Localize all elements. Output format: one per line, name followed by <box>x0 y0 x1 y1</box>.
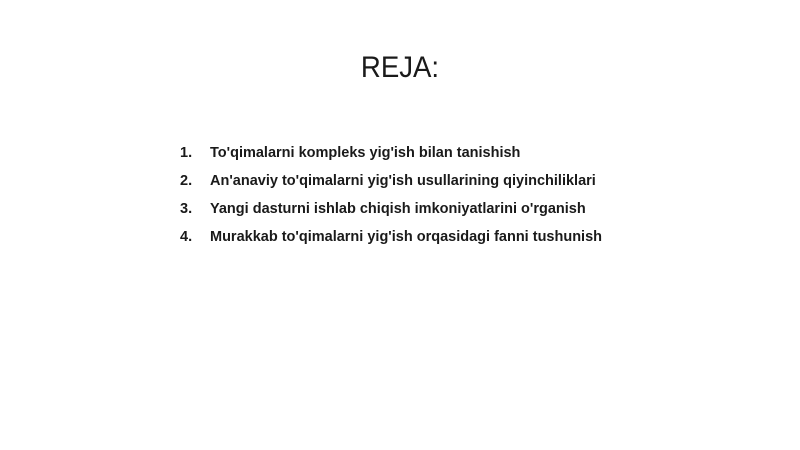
slide-title: REJA: <box>360 51 440 84</box>
plan-item-text: An'anaviy to'qimalarni yig'ish usullarining qiyinchiliklari <box>210 173 596 189</box>
plan-item-3 <box>180 201 602 229</box>
plan-item-4 <box>180 229 602 257</box>
plan-item-text: Murakkab to'qimalarni yig'ish orqasidagi fanni tushunish <box>210 229 603 245</box>
plan-item-number: 3. <box>180 201 193 217</box>
plan-list <box>180 145 602 257</box>
plan-item-1 <box>180 145 602 173</box>
plan-item-number: 2. <box>180 173 193 189</box>
plan-item-number: 1. <box>180 145 193 161</box>
plan-item-number: 4. <box>180 229 193 245</box>
plan-item-2 <box>180 173 602 201</box>
plan-item-text: To'qimalarni kompleks yig'ish bilan tanishish <box>210 145 521 161</box>
plan-item-text: Yangi dasturni ishlab chiqish imkoniyatlarini o'rganish <box>210 201 586 217</box>
